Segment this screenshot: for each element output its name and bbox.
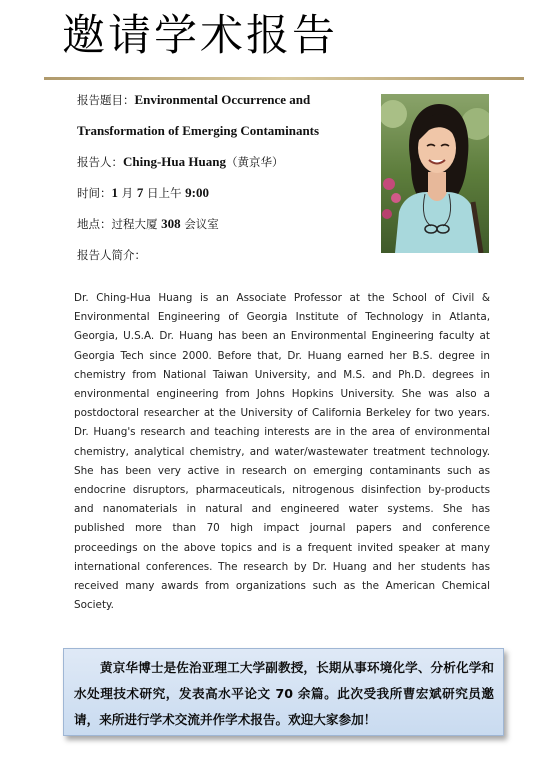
speaker-name: Ching-Hua Huang: [123, 154, 226, 169]
time-month-unit: 月: [118, 186, 137, 200]
time-label: 时间：: [77, 186, 112, 200]
talk-info: [77, 92, 377, 278]
bio-heading: [77, 247, 377, 263]
place-room-suffix: 会议室: [180, 217, 219, 231]
time-day: 7: [136, 185, 144, 200]
summary-callout: [63, 648, 504, 736]
time-clock: 9:00: [185, 185, 209, 200]
page-title: 邀请学术报告: [62, 11, 338, 61]
title-divider: [44, 77, 524, 80]
bio-label: 报告人简介：: [77, 248, 146, 262]
speaker-photo: [381, 94, 489, 253]
place-building: 过程大厦: [111, 217, 162, 231]
speaker-line: [77, 154, 377, 170]
time-day-unit: 日上午: [143, 186, 186, 200]
topic-label: 报告题目：: [77, 93, 135, 107]
time-line: [77, 185, 377, 201]
speaker-label: 报告人：: [77, 155, 123, 169]
speaker-chinese-name: （黄京华）: [225, 155, 284, 169]
speaker-biography: Dr. Ching-Hua Huang is an Associate Professor at the School of Civil & Environmental Engineering of Georgia Institute of Technology in Atlanta, Georgia, U.S.A. Dr. Huang has been an Environmental Engineering faculty at Georgia Tech since 2000. Before that, Dr. Huang earned her B.S. degree in chemistry from National Taiwan University, and M.S. and Ph.D. degrees in environmental engineering from Johns Hopkins University. She was also a postdoctoral researcher at the University of California Berkeley for two years. Dr. Huang's research and teaching interests are in the area of environmental chemistry, analytical chemistry, and water/wastewater treatment technology. She has been very active in research on emerging contaminants such as endocrine disruptors, pharmaceuticals, nitrogenous disinfection by-products and nanomaterials in natural and engineered water systems. She has published more than 70 high impact journal papers and conference proceedings on the above topics and is a frequent invited speaker at many international conferences. The research by Dr. Huang and her students has received many awards from organizations such as the American Chemical Society.: [74, 292, 490, 612]
topic-text-1: Environmental Occurrence and: [134, 92, 311, 107]
place-label: 地点：: [77, 217, 112, 231]
topic-text-2: Transformation of Emerging Contaminants: [77, 123, 320, 138]
topic-line-2: [77, 123, 377, 139]
place-room-number: 308: [161, 216, 181, 231]
place-line: [77, 216, 377, 232]
summary-text: 黄京华博士是佐治亚理工大学副教授，长期从事环境化学、分析化学和水处理技术研究，发表高水平论文 70 余篇。此次受我所曹宏斌研究员邀请，来所进行学术交流并作学术报告。欢迎大家参加！: [74, 660, 494, 727]
topic-line-1: [77, 92, 377, 108]
time-month: 1: [111, 185, 118, 200]
speaker-photo-illustration: [381, 94, 489, 253]
